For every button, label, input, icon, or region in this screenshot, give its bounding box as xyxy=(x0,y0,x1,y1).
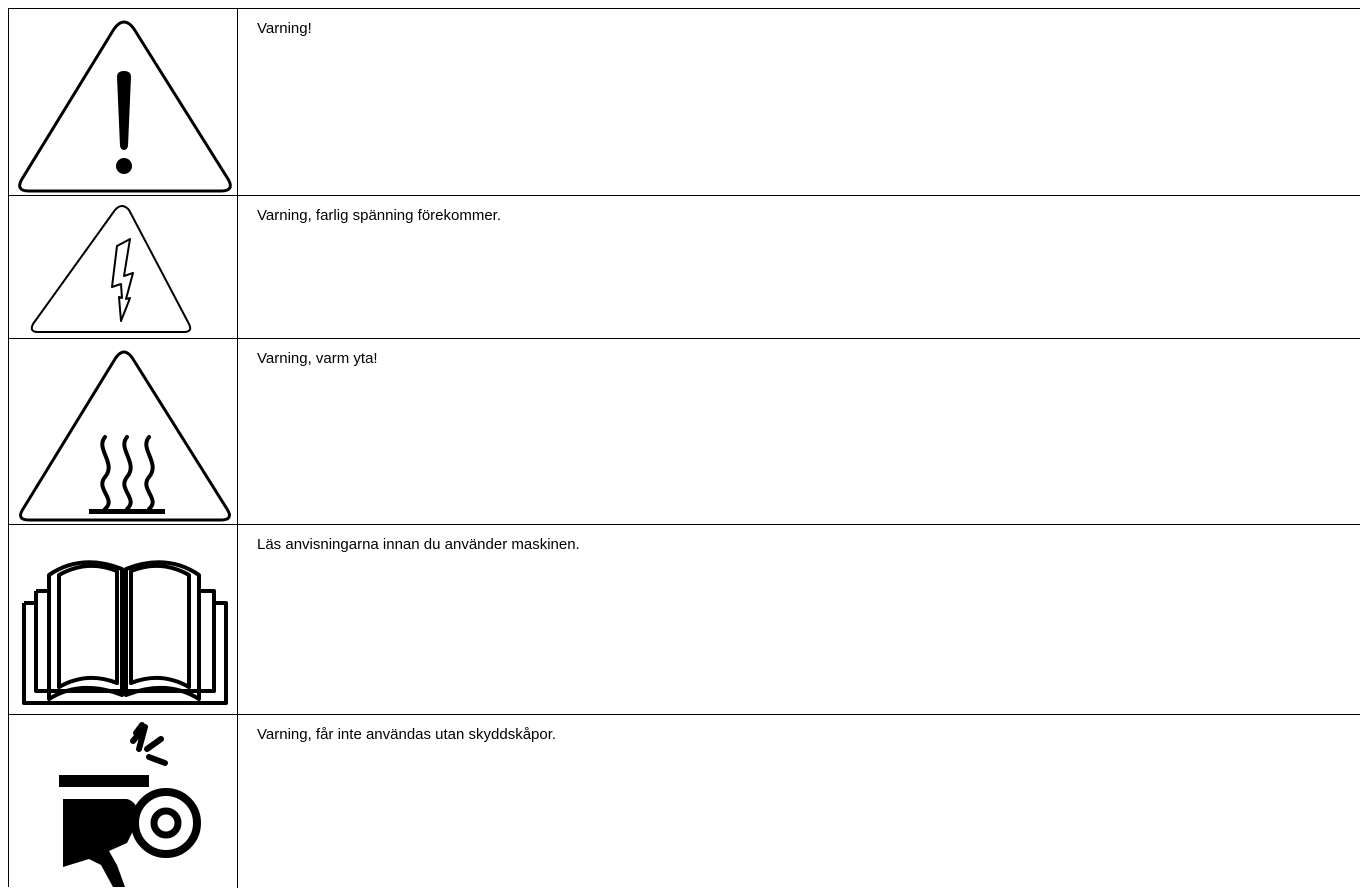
icon-cell xyxy=(9,9,238,195)
symbol-description: Varning, varm yta! xyxy=(257,350,378,367)
safety-symbols-table xyxy=(8,8,1360,887)
icon-cell xyxy=(9,715,238,888)
symbol-description: Läs anvisningarna innan du använder maskinen. xyxy=(257,536,580,553)
hot-surface-icon xyxy=(9,339,238,524)
icon-cell xyxy=(9,339,238,524)
icon-cell xyxy=(9,525,238,714)
table-row xyxy=(9,715,1360,888)
exclamation-warning-icon xyxy=(9,9,238,195)
table-row xyxy=(9,525,1360,715)
read-manual-icon xyxy=(9,525,238,714)
symbol-description: Varning! xyxy=(257,20,312,37)
table-row xyxy=(9,9,1360,196)
moving-parts-guard-icon xyxy=(9,715,238,888)
electrical-hazard-icon xyxy=(9,196,238,338)
table-row xyxy=(9,339,1360,525)
symbol-description: Varning, farlig spänning förekommer. xyxy=(257,207,502,224)
icon-cell xyxy=(9,196,238,338)
table-row xyxy=(9,196,1360,339)
symbol-description: Varning, får inte användas utan skyddskåpor. xyxy=(257,726,557,743)
